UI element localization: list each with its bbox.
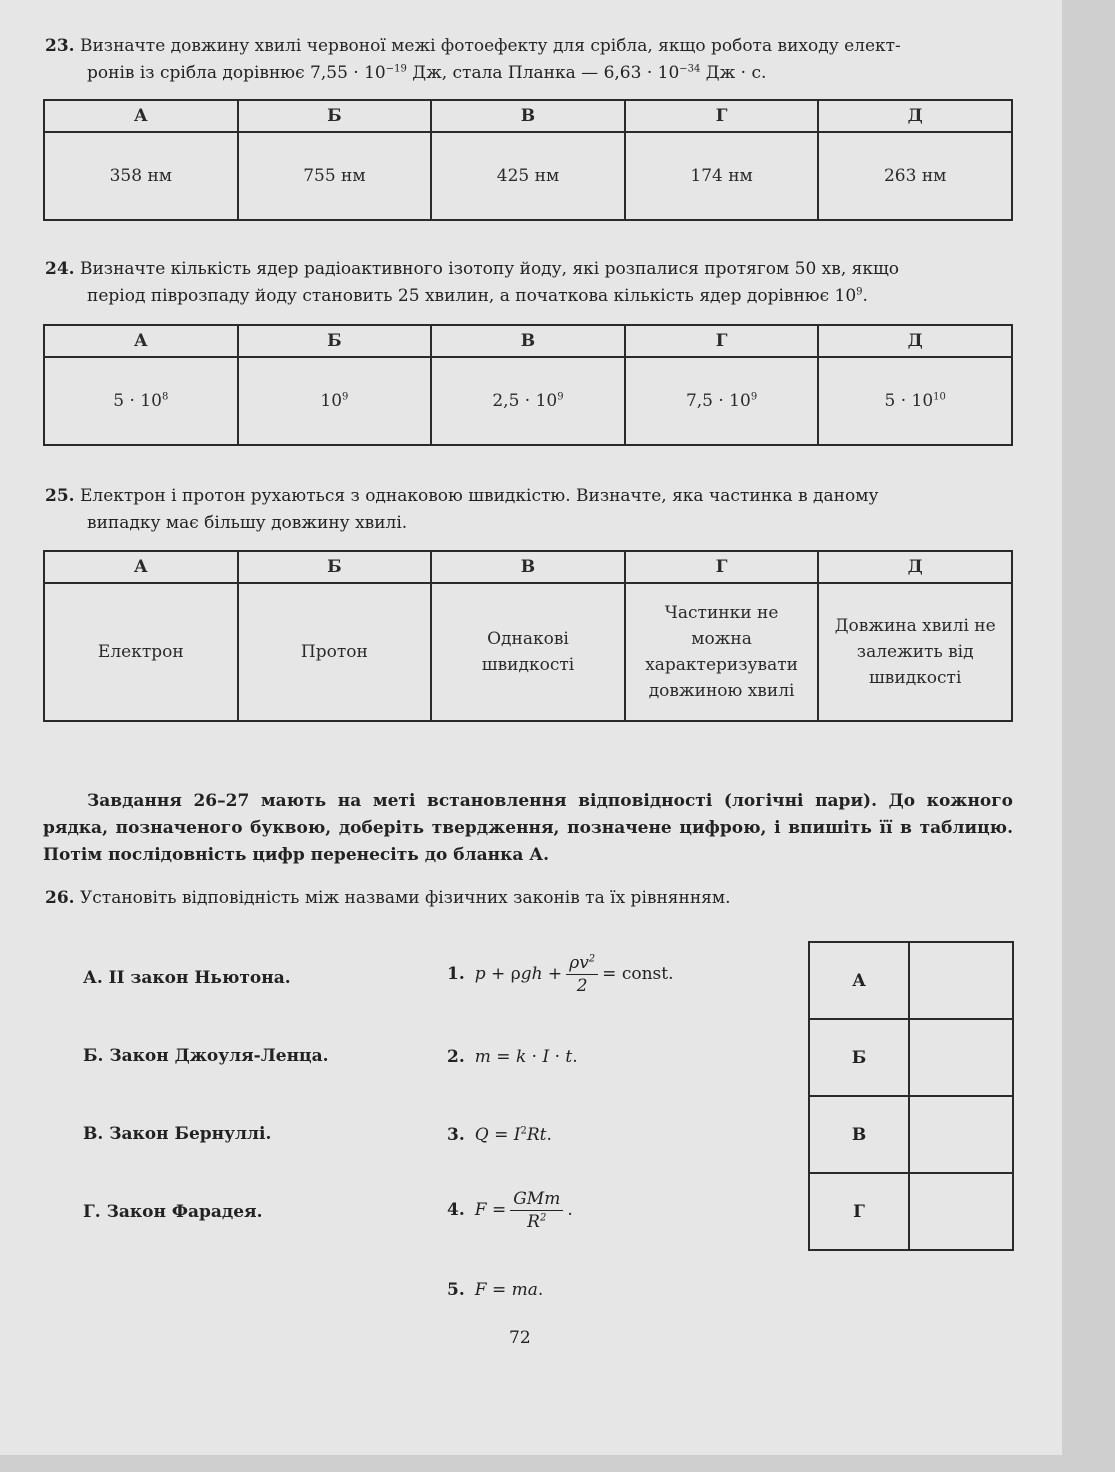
equation-5: 5. F = ma. — [447, 1280, 544, 1300]
answer-table-24 — [43, 324, 1013, 446]
equation-2: 2. m = k · I · t. — [447, 1047, 578, 1067]
option-header: В — [431, 551, 625, 583]
question-26 — [45, 885, 1013, 912]
option-value: $5 \cdot 10^8$ — [44, 357, 238, 445]
question-text-line1: Визначте довжину хвилі червоної межі фотоефекту для срібла, якщо робота виходу елект- — [79, 36, 901, 56]
question-text: Установіть відповідність між назвами фізичних законів та їх рівнянням. — [79, 888, 731, 908]
section-intro: Завдання 26–27 мають на меті встановлення відповідності (логічні пари). До кожного рядка, позначеного буквою, доберіть твердження, позначене цифрою, і впишіть її в таблицю. Потім послідовність цифр перенесіть до бланка А. — [43, 791, 1013, 865]
option-value: 358 нм — [44, 132, 238, 220]
question-text-line2: період піврозпаду йоду становить 25 хвилин, а початкова кількість ядер дорівнює $10^9$. — [87, 286, 868, 306]
question-text-line1: Електрон і протон рухаються з однаковою швидкістю. Визначте, яка частинка в даному — [79, 486, 879, 506]
option-header: Б — [238, 551, 432, 583]
answer-table-25 — [43, 550, 1013, 722]
answer-cell[interactable] — [909, 1096, 1013, 1173]
option-value: Протон — [238, 583, 432, 721]
option-header: А — [44, 100, 238, 132]
option-header: Д — [818, 551, 1012, 583]
option-header: А — [44, 551, 238, 583]
option-value: Електрон — [44, 583, 238, 721]
question-25 — [45, 483, 1013, 537]
option-value: $10^9$ — [238, 357, 432, 445]
question-number: 24. — [45, 259, 75, 279]
answer-row-label: Б — [809, 1019, 909, 1096]
option-header: Г — [625, 551, 819, 583]
answer-row-label: Г — [809, 1173, 909, 1250]
question-23 — [45, 33, 1013, 87]
answer-cell[interactable] — [909, 1019, 1013, 1096]
equation-4: 4. F = $\frac{\text{GMm}}{R^2}$ . — [447, 1189, 573, 1232]
page-number: 72 — [509, 1328, 531, 1348]
equation-3: 3. $Q = I^2Rt$. — [447, 1125, 552, 1145]
question-text-line2: випадку має більшу довжину хвилі. — [87, 513, 408, 533]
option-header: В — [431, 325, 625, 357]
option-value: $5 \cdot 10^{10}$ — [818, 357, 1012, 445]
question-24 — [45, 256, 1013, 310]
option-value: Частинки не можна характеризувати довжиною хвилі — [625, 583, 819, 721]
option-header: Г — [625, 325, 819, 357]
question-number: 26. — [45, 888, 75, 908]
option-header: Б — [238, 100, 432, 132]
question-number: 25. — [45, 486, 75, 506]
option-header: Г — [625, 100, 819, 132]
option-header: А — [44, 325, 238, 357]
question-text-line2: ронів із срібла дорівнює $7,55 \cdot 10^{-19}$ Дж, стала Планка — $6,63 \cdot 10^{-34}$ Дж · с. — [87, 63, 767, 83]
option-value: 425 нм — [431, 132, 625, 220]
answer-row-label: А — [809, 942, 909, 1019]
option-value: 755 нм — [238, 132, 432, 220]
option-value: Довжина хвилі не залежить від швидкості — [818, 583, 1012, 721]
option-value: $7,5 \cdot 10^9$ — [625, 357, 819, 445]
matching-answer-grid — [808, 941, 1014, 1251]
law-item: Г. Закон Фарадея. — [83, 1202, 263, 1222]
option-header: Д — [818, 325, 1012, 357]
question-number: 23. — [45, 36, 75, 56]
law-item: А. II закон Ньютона. — [83, 968, 291, 988]
option-value: $2,5 \cdot 10^9$ — [431, 357, 625, 445]
equation-1: 1. p + ρgh + $\frac{\rho v^2}{2}$ = const. — [447, 953, 674, 996]
law-item: Б. Закон Джоуля-Ленца. — [83, 1046, 329, 1066]
option-value: Однакові швидкості — [431, 583, 625, 721]
option-header: В — [431, 100, 625, 132]
answer-row-label: В — [809, 1096, 909, 1173]
answer-cell[interactable] — [909, 942, 1013, 1019]
option-value: 263 нм — [818, 132, 1012, 220]
option-header: Б — [238, 325, 432, 357]
question-text-line1: Визначте кількість ядер радіоактивного ізотопу йоду, які розпалися протягом 50 хв, якщо — [79, 259, 900, 279]
answer-cell[interactable] — [909, 1173, 1013, 1250]
option-value: 174 нм — [625, 132, 819, 220]
law-item: В. Закон Бернуллі. — [83, 1124, 272, 1144]
answer-table-23 — [43, 99, 1013, 221]
option-header: Д — [818, 100, 1012, 132]
